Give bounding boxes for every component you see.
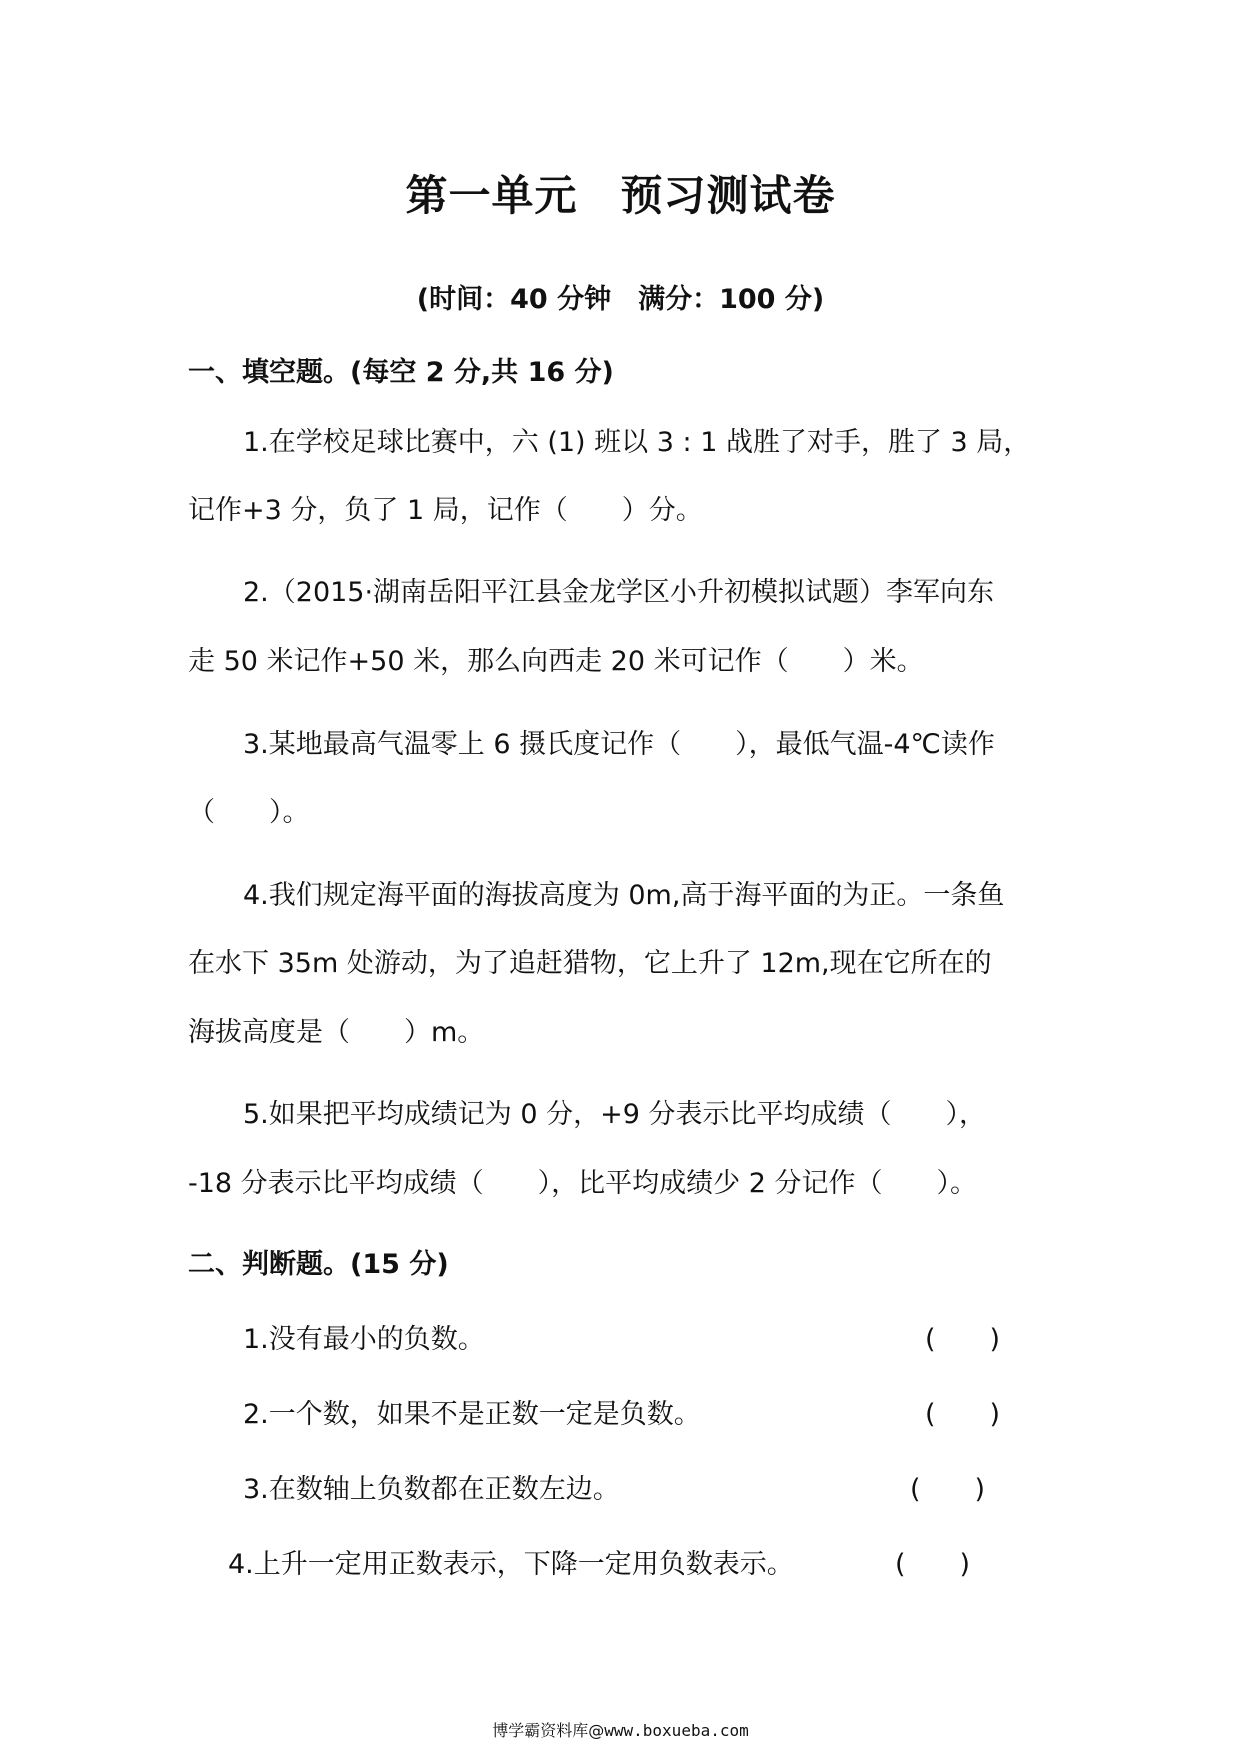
question-line: 海拔高度是（ ）m。	[188, 1017, 485, 1048]
question-line: 3.某地最高气温零上 6 摄氏度记作（ ），最低气温-4℃读作	[243, 729, 995, 760]
page-title: 第一单元 预习测试卷	[405, 171, 836, 220]
question-line: 在水下 35m 处游动，为了追赶猎物，它上升了 12m,现在它所在的	[188, 948, 992, 979]
question-line: （ ）。	[188, 797, 310, 828]
question-line: -18 分表示比平均成绩（ ），比平均成绩少 2 分记作（ ）。	[188, 1168, 978, 1199]
question-line: 4.我们规定海平面的海拔高度为 0m,高于海平面的为正。一条鱼	[243, 880, 1005, 911]
question-line: 2.（2015·湖南岳阳平江县金龙学区小升初模拟试题）李军向东	[243, 577, 995, 608]
judge-item-text: 1.没有最小的负数。	[243, 1324, 485, 1355]
question-line: 走 50 米记作+50 米，那么向西走 20 米可记作（ ）米。	[188, 646, 924, 677]
question-line: 5.如果把平均成绩记为 0 分，+9 分表示比平均成绩（ ），	[243, 1099, 986, 1130]
answer-blank[interactable]: ( )	[895, 1549, 971, 1580]
footer-watermark	[0, 1718, 1241, 1741]
judge-item-text: 3.在数轴上负数都在正数左边。	[243, 1474, 620, 1505]
footer-site-name: 博学霸资料库@	[492, 1721, 605, 1740]
section-heading-fill-blank: 一、填空题。(每空 2 分,共 16 分)	[188, 357, 614, 388]
section-heading-true-false: 二、判断题。(15 分)	[188, 1249, 449, 1280]
judge-item-text: 2.一个数，如果不是正数一定是负数。	[243, 1399, 701, 1430]
judge-item-text: 4.上升一定用正数表示，下降一定用负数表示。	[228, 1549, 794, 1580]
page-subtitle: (时间：40 分钟 满分：100 分)	[416, 284, 825, 315]
answer-blank[interactable]: ( )	[910, 1474, 986, 1505]
question-line: 1.在学校足球比赛中，六 (1) 班以 3 : 1 战胜了对手，胜了 3 局，	[243, 427, 1031, 458]
question-line: 记作+3 分，负了 1 局，记作（ ）分。	[188, 495, 703, 526]
footer-site-url[interactable]: www.boxueba.com	[604, 1721, 749, 1740]
answer-blank[interactable]: ( )	[925, 1324, 1001, 1355]
answer-blank[interactable]: ( )	[925, 1399, 1001, 1430]
